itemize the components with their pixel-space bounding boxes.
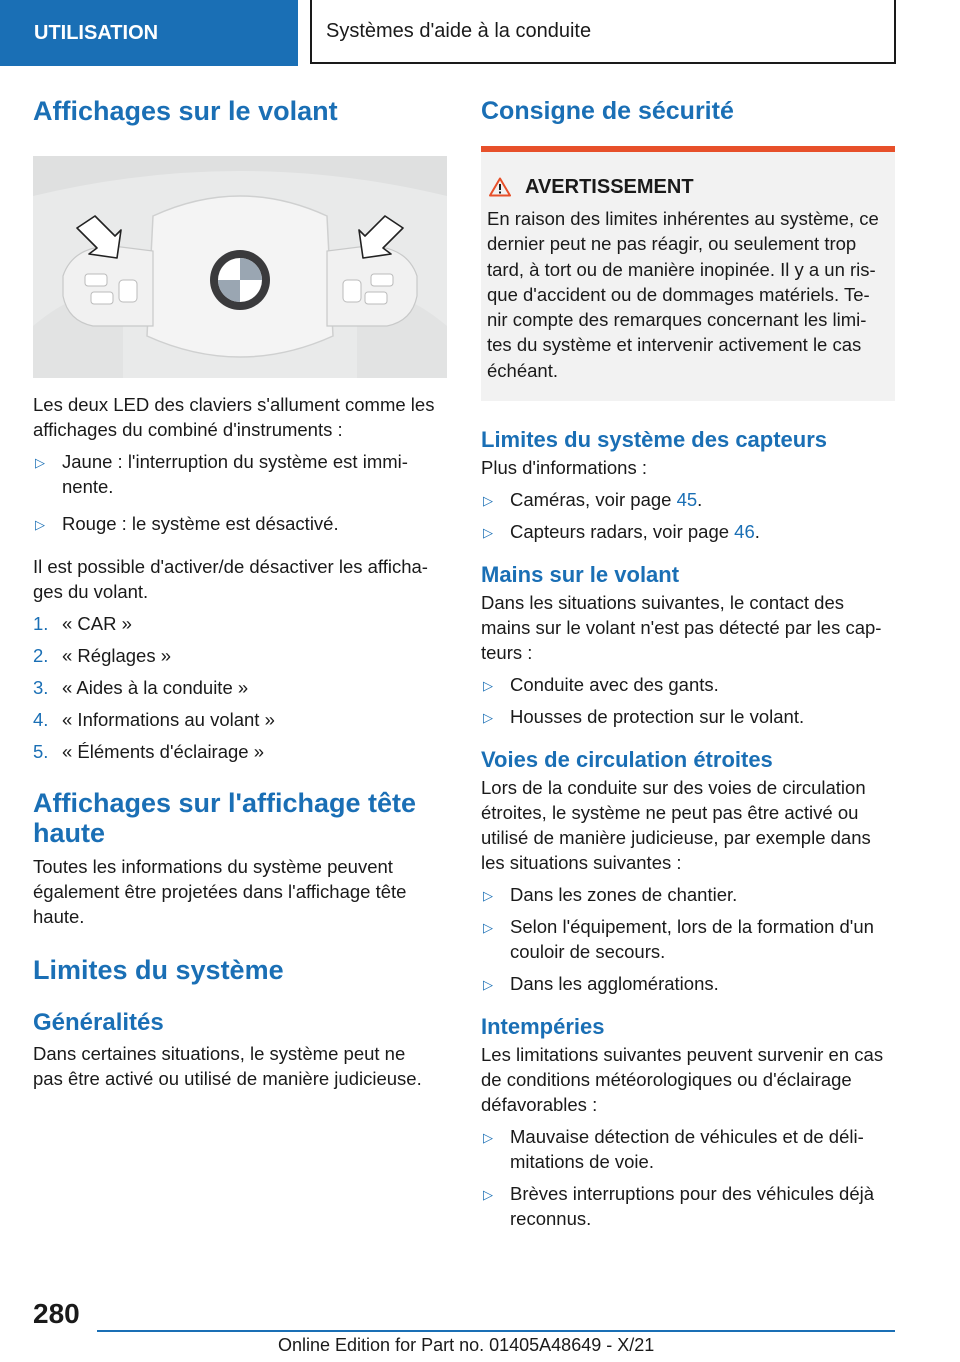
warning-triangle-icon [489,177,511,197]
list-item: ▷ Dans les zones de chantier. [481,882,895,907]
triangle-bullet-icon: ▷ [483,1130,493,1146]
general-paragraph: Dans certaines situations, le système peut ne pas être activé ou utilisé de manière judicieuse. [33,1043,422,1089]
triangle-bullet-icon: ▷ [483,920,493,936]
steering-wheel-figure [33,156,447,378]
list-item: 5. « Éléments d'éclairage » [33,741,265,762]
list-item: 1. « CAR » [33,613,132,634]
toggle-paragraph: Il est possible d'activer/de désactiver les afficha- ges du volant. [33,556,428,602]
weather-paragraph: Les limitations suivantes peuvent survenir en cas de conditions météorologiques ou d'éclairage défavorables : [481,1044,884,1116]
edition-footer: Online Edition for Part no. 01405A48649 - X/21 [278,1335,655,1355]
heading-general: Généralités [33,1009,164,1036]
triangle-bullet-icon: ▷ [483,493,493,509]
page-header [0,0,960,66]
narrow-paragraph: Lors de la conduite sur des voies de circulation étroites, le système ne peut pas être activé ou utilisé de manière judicieuse, par exemple dans les situations suivantes : [481,777,871,874]
sensors-intro: Plus d'informations : [481,457,647,479]
page-number: 280 [33,1298,80,1329]
list-item: ▷ Mauvaise détection de véhicules et de déli- mitations de voie. [483,1126,864,1173]
steering-wheel-illustration [33,156,447,378]
triangle-bullet-icon: ▷ [483,710,493,726]
list-item: ▷ Caméras, voir page 45. [481,487,895,512]
list-item: ▷ Capteurs radars, voir page 46. [481,519,895,544]
list-item: ▷ Dans les agglomérations. [481,971,895,996]
menu-path-steps [33,611,447,764]
leds-intro: Les deux LED des claviers s'allument comme les affichages du combiné d'instruments : [33,394,435,440]
list-item: ▷ Brèves interruptions pour des véhicules déjà reconnus. [483,1183,875,1230]
list-item: ▷ Rouge : le système est désactivé. [33,511,447,536]
page-link-radar-sensors[interactable]: 46 [734,521,755,543]
warning-text: En raison des limites inhérentes au système, ce dernier peut ne pas réagir, ou seulement trop tard, à tort ou de manière inopinée. Il y a un ris- que d'accident ou de dommages matériels. Te- nir compte des remarques concernant les limi- tes du système et intervenir activement le cas échéant. [487,208,879,381]
triangle-bullet-icon: ▷ [483,888,493,904]
triangle-bullet-icon: ▷ [35,455,45,470]
list-item: ▷ Selon l'équipement, lors de la formation d'un couloir de secours. [483,916,874,963]
heading-steering-displays: Affichages sur le volant [33,96,338,126]
page-link-cameras[interactable]: 45 [676,489,698,511]
triangle-bullet-icon: ▷ [483,977,493,993]
heading-safety-note: Consigne de sécurité [481,97,734,125]
heading-system-limits: Limites du système [33,955,284,985]
triangle-bullet-icon: ▷ [483,525,493,541]
heading-narrow-lanes: Voies de circulation étroites [481,747,773,773]
hud-paragraph: Toutes les informations du système peuvent également être projetées dans l'affichage tête haute. [33,856,407,927]
heading-bad-weather: Intempéries [481,1014,605,1040]
triangle-bullet-icon: ▷ [483,1187,493,1203]
heading-hud-displays: Affichages sur l'affichage tête haute [33,788,417,848]
list-item: 4. « Informations au volant » [33,709,275,730]
left-column [33,96,447,1091]
warning-title: AVERTISSEMENT [487,174,889,200]
hands-paragraph: Dans les situations suivantes, le contact des mains sur le volant n'est pas détecté par les cap- teurs : [481,592,882,664]
list-item: ▷ Jaune : l'interruption du système est immi- nente. [35,451,408,497]
narrow-list [481,882,895,996]
led-state-list [33,449,447,536]
heading-sensor-limits: Limites du système des capteurs [481,427,828,453]
chapter-title: Systèmes d'aide à la conduite [310,0,896,64]
triangle-bullet-icon: ▷ [483,678,493,694]
list-item: 2. « Réglages » [33,645,172,666]
hands-list [481,672,895,729]
list-item: ▷ Housses de protection sur le volant. [481,704,895,729]
heading-hands-on-wheel: Mains sur le volant [481,562,680,588]
list-item: ▷ Conduite avec des gants. [481,672,895,697]
right-column [481,96,895,1231]
sensor-list [481,487,895,544]
list-item: 3. « Aides à la conduite » [33,677,249,698]
triangle-bullet-icon: ▷ [35,517,45,532]
section-tab: UTILISATION [0,0,298,66]
warning-box [481,152,895,401]
weather-list [481,1124,895,1231]
footer-rule [97,1330,895,1332]
